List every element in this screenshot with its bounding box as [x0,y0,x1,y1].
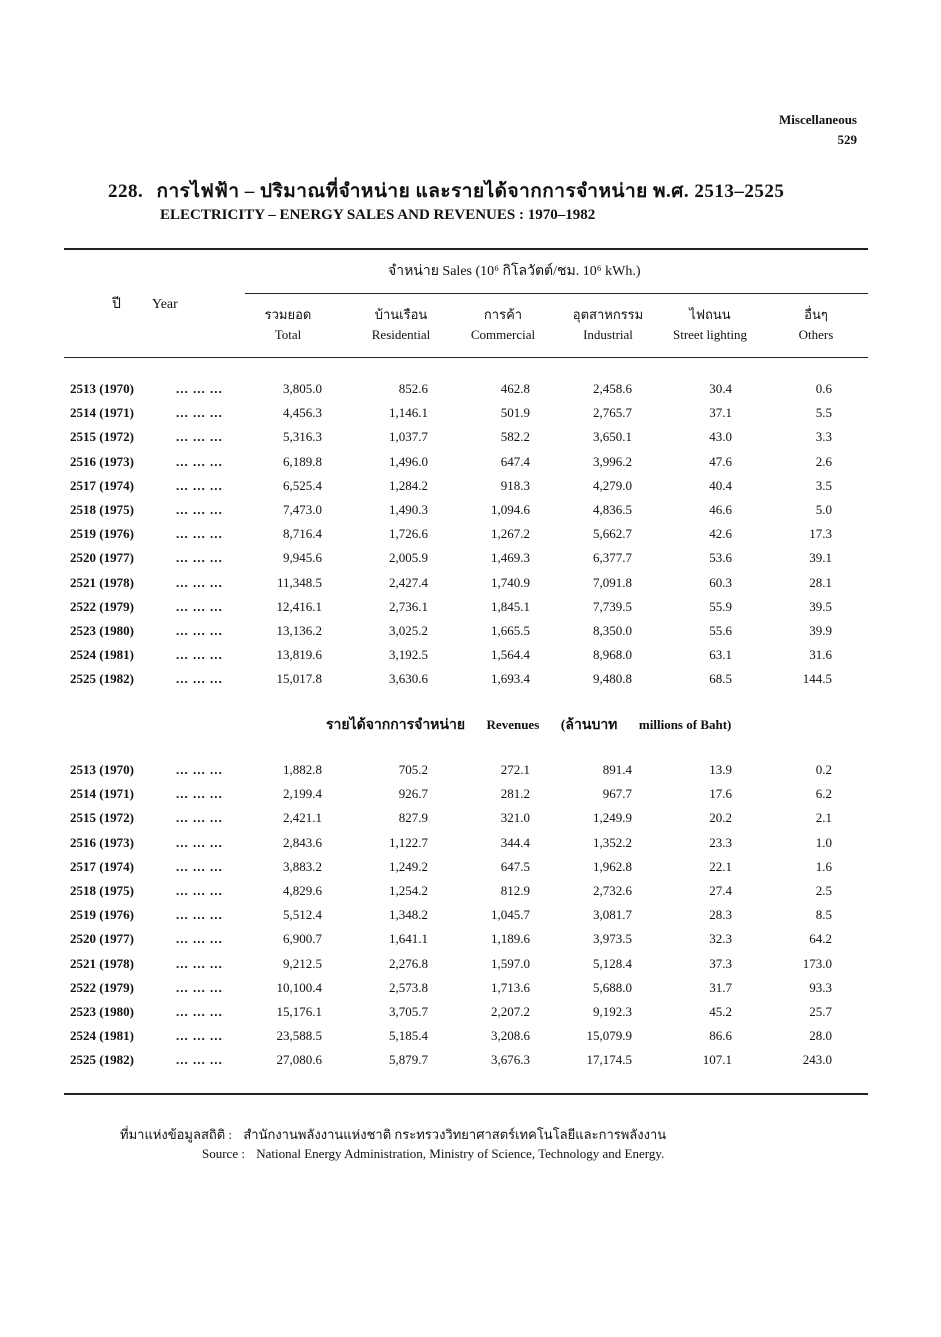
row-leader-dots: ... ... ... [176,810,223,826]
row-cell: 5.5 [815,405,832,421]
row-cell: 1,693.4 [491,671,530,687]
row-year: 2521 (1978) [70,574,134,590]
row-cell: 64.2 [809,931,832,947]
row-cell: 1,189.6 [491,931,530,947]
row-cell: 3,192.5 [389,647,428,663]
row-cell: 1,249.9 [593,810,632,826]
row-cell: 3,883.2 [283,858,322,874]
row-cell: 4,836.5 [593,502,632,517]
row-cell: 12,416.1 [276,598,322,614]
row-cell: 4,456.3 [283,405,322,421]
row-cell: 1,037.7 [389,429,428,445]
row-cell: 27.4 [709,883,732,898]
row-cell: 9,480.8 [593,671,632,687]
row-leader-dots: ... ... ... [176,1004,223,1019]
title-thai-text: การไฟฟ้า – ปริมาณที่จำหน่าย และรายได้จากการจำหน่าย พ.ศ. 2513–2525 [156,181,785,202]
table-row [0,835,941,859]
row-year: 2525 (1982) [70,1052,134,1068]
row-year: 2525 (1982) [70,671,134,687]
revenues-group-label: รายได้จากการจำหน่าย Revenues (ล้านบาท millions of Baht) [326,717,732,733]
row-cell: 3,630.6 [389,671,428,687]
row-leader-dots: ... ... ... [176,1028,223,1044]
row-cell: 1,962.8 [593,858,632,874]
row-cell: 6,525.4 [283,477,322,493]
header-bottom-rule [64,357,868,358]
row-cell: 891.4 [602,762,632,777]
row-cell: 2,732.6 [593,883,632,898]
row-cell: 3,025.2 [389,623,428,638]
row-cell: 827.9 [398,810,428,826]
row-cell: 2,458.6 [593,381,632,396]
row-leader-dots: ... ... ... [176,574,223,590]
row-cell: 5,512.4 [283,907,322,923]
row-cell: 7,739.5 [593,598,632,614]
row-year: 2518 (1975) [70,883,134,898]
row-cell: 5,688.0 [593,979,632,995]
table-row [0,599,941,623]
row-cell: 1,726.6 [389,526,428,542]
row-cell: 28.0 [809,1028,832,1044]
table-row [0,502,941,526]
row-leader-dots: ... ... ... [176,955,223,971]
row-cell: 5,879.7 [389,1052,428,1068]
row-year: 2520 (1977) [70,931,134,947]
row-cell: 1,496.0 [389,453,428,469]
row-cell: 462.8 [500,381,530,396]
row-cell: 63.1 [709,647,732,663]
row-cell: 1,469.3 [491,550,530,566]
year-header-en: Year [152,297,178,312]
row-cell: 15,176.1 [276,1004,322,1019]
row-cell: 27,080.6 [276,1052,322,1068]
row-cell: 705.2 [398,762,428,777]
table-row [0,454,941,478]
row-cell: 647.5 [500,858,530,874]
row-cell: 11,348.5 [276,574,322,590]
col-header-commercial: การค้า Commercial [470,307,536,342]
row-cell: 3,676.3 [491,1052,530,1068]
row-cell: 272.1 [500,762,530,777]
row-cell: 40.4 [709,477,732,493]
row-cell: 13,819.6 [276,647,322,663]
row-year: 2521 (1978) [70,955,134,971]
row-cell: 2,421.1 [283,810,322,826]
row-year: 2519 (1976) [70,907,134,923]
row-cell: 9,192.3 [593,1004,632,1019]
col-header-street-lighting: ไฟถนน Street lighting [672,307,748,342]
row-cell: 45.2 [709,1004,732,1019]
top-rule [64,248,868,250]
row-cell: 6,377.7 [593,550,632,566]
row-cell: 3,996.2 [593,453,632,469]
row-cell: 28.3 [709,907,732,923]
row-year: 2516 (1973) [70,834,134,850]
table-number: 228. [108,181,144,202]
row-cell: 31.6 [809,647,832,663]
row-cell: 43.0 [709,429,732,445]
row-cell: 3,208.6 [491,1028,530,1044]
row-year: 2513 (1970) [70,381,134,396]
row-cell: 582.2 [500,429,530,445]
row-cell: 2.1 [815,810,832,826]
row-cell: 1,254.2 [389,883,428,898]
row-cell: 281.2 [500,786,530,802]
row-cell: 2,573.8 [389,979,428,995]
row-leader-dots: ... ... ... [176,858,223,874]
row-year: 2513 (1970) [70,762,134,777]
row-cell: 1,641.1 [389,931,428,947]
row-cell: 42.6 [709,526,732,542]
row-cell: 30.4 [709,381,732,396]
row-cell: 3,081.7 [593,907,632,923]
row-cell: 1,490.3 [389,502,428,517]
row-cell: 2,276.8 [389,955,428,971]
row-cell: 3.5 [815,477,832,493]
table-row [0,647,941,671]
row-cell: 0.6 [815,381,832,396]
row-cell: 0.2 [815,762,832,777]
row-cell: 7,091.8 [593,574,632,590]
row-cell: 647.4 [500,453,530,469]
row-cell: 1,845.1 [491,598,530,614]
row-cell: 1,713.6 [491,979,530,995]
row-cell: 93.3 [809,979,832,995]
row-cell: 501.9 [500,405,530,421]
row-cell: 8,350.0 [593,623,632,638]
row-cell: 5,662.7 [593,526,632,542]
row-leader-dots: ... ... ... [176,502,223,517]
table-row [0,381,941,405]
row-year: 2515 (1972) [70,429,134,445]
row-cell: 6.2 [815,786,832,802]
row-cell: 37.3 [709,955,732,971]
row-cell: 3,650.1 [593,429,632,445]
row-cell: 15,017.8 [276,671,322,687]
row-cell: 321.0 [500,810,530,826]
row-cell: 812.9 [500,883,530,898]
row-cell: 1,348.2 [389,907,428,923]
row-cell: 2.6 [815,453,832,469]
row-cell: 1,597.0 [491,955,530,971]
table-row [0,575,941,599]
row-cell: 86.6 [709,1028,732,1044]
row-cell: 17.6 [709,786,732,802]
row-cell: 10,100.4 [276,979,322,995]
row-cell: 107.1 [702,1052,732,1068]
row-leader-dots: ... ... ... [176,647,223,663]
row-cell: 2,005.9 [389,550,428,566]
row-cell: 17,174.5 [586,1052,632,1068]
row-cell: 28.1 [809,574,832,590]
row-cell: 55.6 [709,623,732,638]
table-row [0,786,941,810]
row-cell: 6,189.8 [283,453,322,469]
table-row [0,859,941,883]
row-cell: 2,736.1 [389,598,428,614]
row-year: 2524 (1981) [70,647,134,663]
row-cell: 967.7 [602,786,632,802]
row-cell: 9,212.5 [283,955,322,971]
row-cell: 1,249.2 [389,858,428,874]
row-cell: 31.7 [709,979,732,995]
row-year: 2522 (1979) [70,979,134,995]
row-year: 2522 (1979) [70,598,134,614]
row-year: 2523 (1980) [70,1004,134,1019]
row-cell: 8,968.0 [593,647,632,663]
row-cell: 23.3 [709,834,732,850]
row-cell: 47.6 [709,453,732,469]
col-header-total: รวมยอด Total [264,307,312,342]
row-cell: 1,352.2 [593,834,632,850]
row-year: 2517 (1974) [70,477,134,493]
row-leader-dots: ... ... ... [176,834,223,850]
col-header-industrial: อุตสาหกรรม Industrial [572,307,644,342]
row-leader-dots: ... ... ... [176,786,223,802]
row-year: 2518 (1975) [70,502,134,517]
table-row [0,550,941,574]
sales-group-rule [245,293,868,294]
table-row [0,907,941,931]
row-cell: 17.3 [809,526,832,542]
row-leader-dots: ... ... ... [176,931,223,947]
row-cell: 3.3 [815,429,832,445]
row-cell: 1,146.1 [389,405,428,421]
row-cell: 9,945.6 [283,550,322,566]
row-cell: 1.6 [815,858,832,874]
row-cell: 173.0 [802,955,832,971]
row-cell: 1,094.6 [491,502,530,517]
table-row [0,1004,941,1028]
row-cell: 926.7 [398,786,428,802]
sales-group-label: จำหน่าย Sales (10⁶ กิโลวัตต์/ชม. 10⁶ kWh.) [388,264,641,279]
row-cell: 344.4 [500,834,530,850]
row-year: 2523 (1980) [70,623,134,638]
row-year: 2515 (1972) [70,810,134,826]
row-cell: 1,267.2 [491,526,530,542]
row-leader-dots: ... ... ... [176,405,223,421]
row-cell: 13.9 [709,762,732,777]
table-row [0,429,941,453]
row-cell: 39.1 [809,550,832,566]
row-leader-dots: ... ... ... [176,1052,223,1068]
row-cell: 1,882.8 [283,762,322,777]
row-cell: 15,079.9 [586,1028,632,1044]
row-cell: 39.9 [809,623,832,638]
row-cell: 20.2 [709,810,732,826]
row-cell: 5,128.4 [593,955,632,971]
row-cell: 3,973.5 [593,931,632,947]
row-cell: 1,665.5 [491,623,530,638]
row-cell: 2,843.6 [283,834,322,850]
row-cell: 918.3 [500,477,530,493]
row-cell: 243.0 [802,1052,832,1068]
col-header-others: อื่นๆ Others [798,307,834,342]
row-cell: 6,900.7 [283,931,322,947]
row-cell: 60.3 [709,574,732,590]
row-cell: 2.5 [815,883,832,898]
table-row [0,956,941,980]
row-cell: 32.3 [709,931,732,947]
table-row [0,671,941,695]
row-cell: 1,740.9 [491,574,530,590]
source-thai: ที่มาแห่งข้อมูลสถิติ : สำนักงานพลังงานแห่งชาติ กระทรวงวิทยาศาสตร์เทคโนโลยีและการพลังงาน [120,1127,667,1142]
table-row [0,526,941,550]
table-row [0,931,941,955]
row-cell: 3,805.0 [283,381,322,396]
row-cell: 3,705.7 [389,1004,428,1019]
row-cell: 46.6 [709,502,732,517]
row-cell: 5,316.3 [283,429,322,445]
row-year: 2520 (1977) [70,550,134,566]
table-row [0,405,941,429]
col-header-residential: บ้านเรือน Residential [371,307,431,342]
row-cell: 7,473.0 [283,502,322,517]
table-row [0,478,941,502]
row-cell: 22.1 [709,858,732,874]
table-title-thai [108,176,784,206]
table-row [0,762,941,786]
row-leader-dots: ... ... ... [176,526,223,542]
row-cell: 2,427.4 [389,574,428,590]
table-row [0,1028,941,1052]
row-cell: 2,199.4 [283,786,322,802]
row-cell: 144.5 [802,671,832,687]
row-leader-dots: ... ... ... [176,671,223,687]
row-cell: 1.0 [815,834,832,850]
row-cell: 2,765.7 [593,405,632,421]
row-leader-dots: ... ... ... [176,453,223,469]
row-leader-dots: ... ... ... [176,762,223,777]
row-cell: 852.6 [398,381,428,396]
bottom-rule [64,1093,868,1095]
section-label: Miscellaneous [779,112,857,127]
page-header [779,110,857,150]
table-title-english: ELECTRICITY – ENERGY SALES AND REVENUES : 1970–1982 [160,207,596,223]
row-year: 2516 (1973) [70,453,134,469]
table-row [0,1052,941,1076]
row-cell: 5,185.4 [389,1028,428,1044]
row-year: 2519 (1976) [70,526,134,542]
row-year: 2514 (1971) [70,786,134,802]
row-cell: 25.7 [809,1004,832,1019]
row-cell: 8,716.4 [283,526,322,542]
table-row [0,810,941,834]
row-cell: 53.6 [709,550,732,566]
row-leader-dots: ... ... ... [176,550,223,566]
row-leader-dots: ... ... ... [176,381,223,396]
row-cell: 1,284.2 [389,477,428,493]
row-leader-dots: ... ... ... [176,429,223,445]
row-leader-dots: ... ... ... [176,477,223,493]
table-row [0,623,941,647]
row-cell: 1,564.4 [491,647,530,663]
row-cell: 37.1 [709,405,732,421]
row-cell: 8.5 [815,907,832,923]
row-cell: 4,829.6 [283,883,322,898]
row-cell: 68.5 [709,671,732,687]
row-cell: 55.9 [709,598,732,614]
row-cell: 5.0 [815,502,832,517]
table-row [0,980,941,1004]
source-english: Source : National Energy Administration, Ministry of Science, Technology and Energy. [202,1146,665,1161]
row-leader-dots: ... ... ... [176,598,223,614]
row-year: 2524 (1981) [70,1028,134,1044]
row-cell: 2,207.2 [491,1004,530,1019]
row-cell: 39.5 [809,598,832,614]
row-leader-dots: ... ... ... [176,907,223,923]
row-leader-dots: ... ... ... [176,623,223,638]
row-leader-dots: ... ... ... [176,883,223,898]
row-cell: 4,279.0 [593,477,632,493]
row-cell: 13,136.2 [276,623,322,638]
row-leader-dots: ... ... ... [176,979,223,995]
row-year: 2517 (1974) [70,858,134,874]
page-number: 529 [837,132,857,147]
row-cell: 1,122.7 [389,834,428,850]
row-year: 2514 (1971) [70,405,134,421]
year-header-thai: ปี [112,297,121,312]
row-cell: 23,588.5 [276,1028,322,1044]
table-row [0,883,941,907]
row-cell: 1,045.7 [491,907,530,923]
